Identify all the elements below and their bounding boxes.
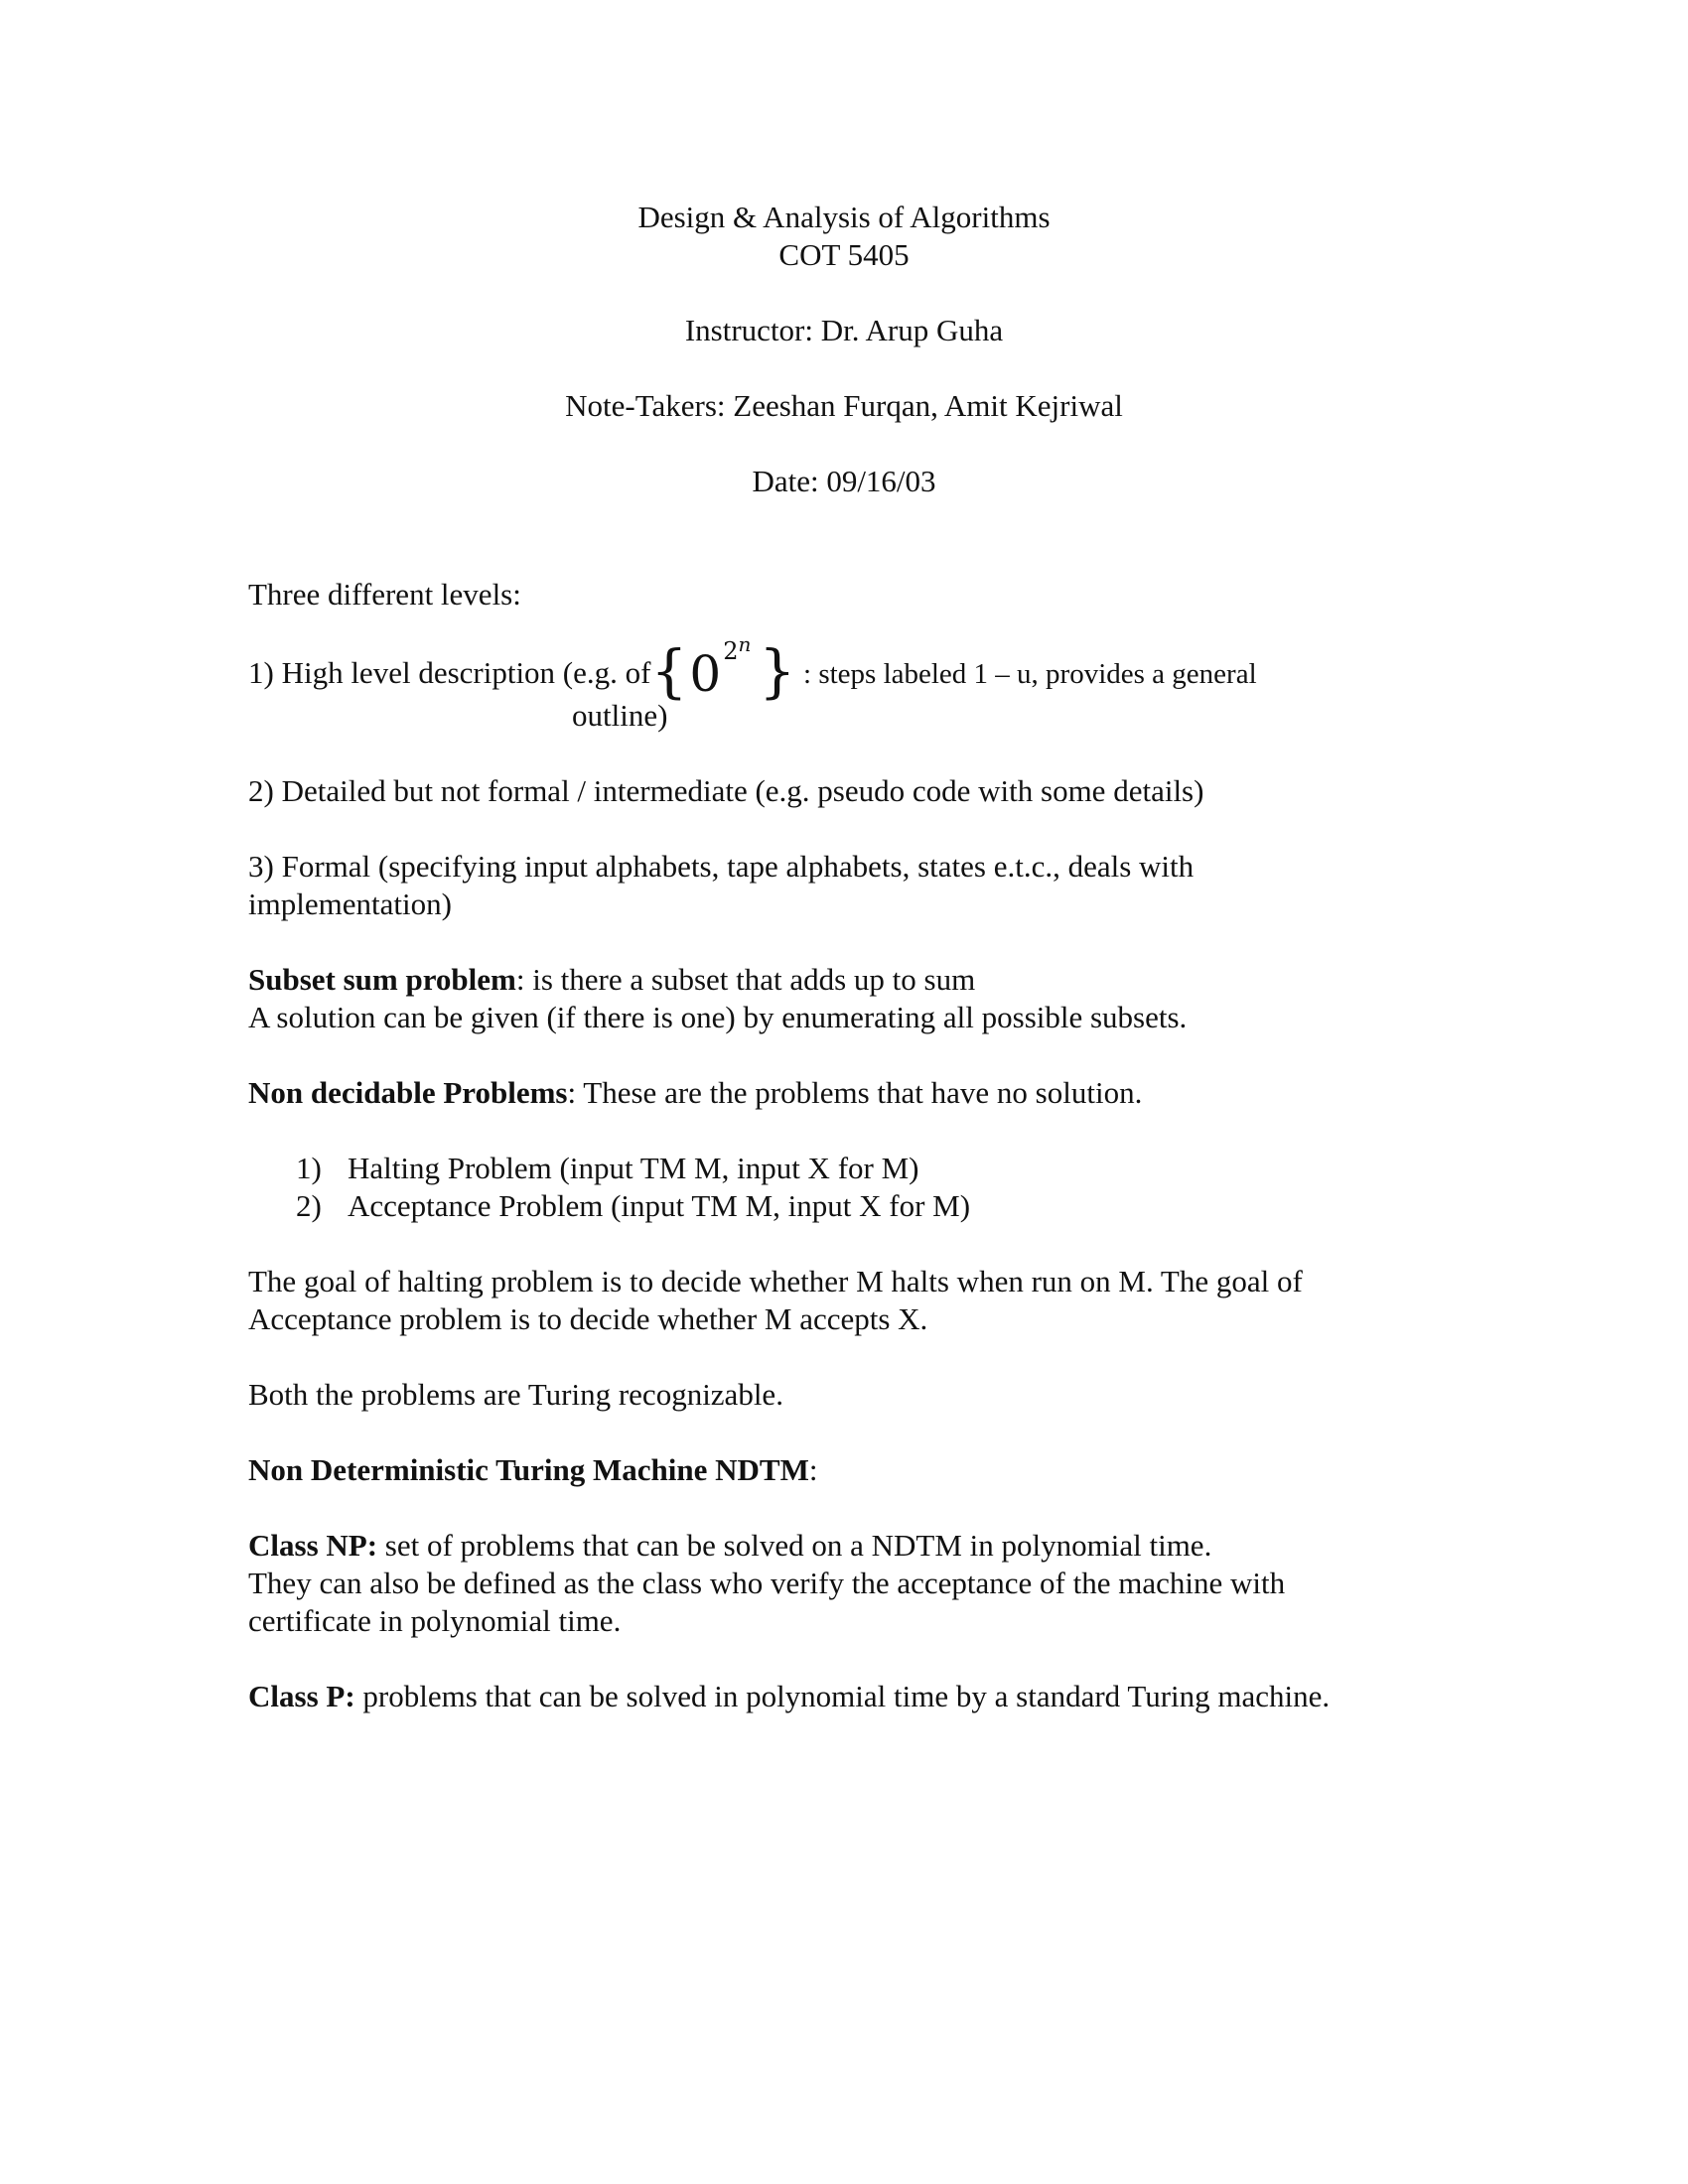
class-np-line2: They can also be defined as the class who verify the acceptance of the machine with <box>248 1566 1286 1600</box>
subset-sum-definition: : is there a subset that adds up to sum <box>515 962 976 997</box>
ndtm-heading <box>248 1451 818 1489</box>
level-item-3-line1: 3) Formal (specifying input alphabets, tape alphabets, states e.t.c., deals with <box>248 849 1195 884</box>
class-np-term: Class NP: <box>248 1528 378 1563</box>
class-p-line <box>248 1678 1330 1715</box>
list-item-number: 1) <box>296 1151 322 1185</box>
list-item-text: Acceptance Problem (input TM M, input X for M) <box>348 1188 971 1223</box>
goals-line1: The goal of halting problem is to decide whether M halts when run on M. The goal of <box>248 1264 1303 1298</box>
class-p-term: Class P: <box>248 1679 355 1713</box>
course-title: Design & Analysis of Algorithms <box>637 200 1051 234</box>
set-notation: {$0^{2^n}$ } <box>650 632 796 705</box>
math-base: 0 <box>689 645 722 703</box>
level-item-2: 2) Detailed but not formal / intermediate (e.g. pseudo code with some details) <box>248 773 1204 808</box>
list-item <box>296 1187 970 1225</box>
level-item-1-suffix: : steps labeled 1 – u, provides a general <box>803 658 1257 690</box>
math-exp-base: 2 <box>723 637 739 665</box>
date-line: Date: 09/16/03 <box>752 464 936 498</box>
recognizable-line: Both the problems are Turing recognizable. <box>248 1377 783 1412</box>
level-item-1-prefix: 1) High level description (e.g. of <box>248 655 651 690</box>
ndtm-suffix: : <box>808 1452 818 1487</box>
class-np-definition: set of problems that can be solved on a NDTM in polynomial time. <box>377 1528 1212 1563</box>
level-item-1 <box>248 632 1257 705</box>
level-item-3-line2: implementation) <box>248 887 452 921</box>
levels-intro: Three different levels: <box>248 577 521 612</box>
list-item <box>296 1150 918 1187</box>
goals-line2: Acceptance problem is to decide whether M accepts X. <box>248 1301 928 1336</box>
non-decidable-heading <box>248 1074 1142 1112</box>
math-exp-var: n <box>738 632 752 656</box>
ndtm-term: Non Deterministic Turing Machine NDTM <box>248 1452 809 1487</box>
subset-sum-term: Subset sum problem <box>248 962 516 997</box>
class-p-definition: problems that can be solved in polynomial time by a standard Turing machine. <box>354 1679 1331 1713</box>
list-item-text: Halting Problem (input TM M, input X for M) <box>348 1151 919 1185</box>
course-code: COT 5405 <box>778 237 910 272</box>
list-item-number: 2) <box>296 1188 322 1223</box>
non-decidable-term: Non decidable Problems <box>248 1075 568 1110</box>
level-item-1-continuation: outline) <box>572 698 668 733</box>
class-np-line3: certificate in polynomial time. <box>248 1603 622 1638</box>
non-decidable-definition: : These are the problems that have no solution. <box>567 1075 1143 1110</box>
instructor-line: Instructor: Dr. Arup Guha <box>684 313 1004 347</box>
note-takers-line: Note-Takers: Zeeshan Furqan, Amit Kejriwal <box>565 388 1123 423</box>
class-np-line1 <box>248 1527 1211 1565</box>
subset-sum-line2: A solution can be given (if there is one) by enumerating all possible subsets. <box>248 1000 1188 1034</box>
subset-sum-line1 <box>248 961 975 999</box>
